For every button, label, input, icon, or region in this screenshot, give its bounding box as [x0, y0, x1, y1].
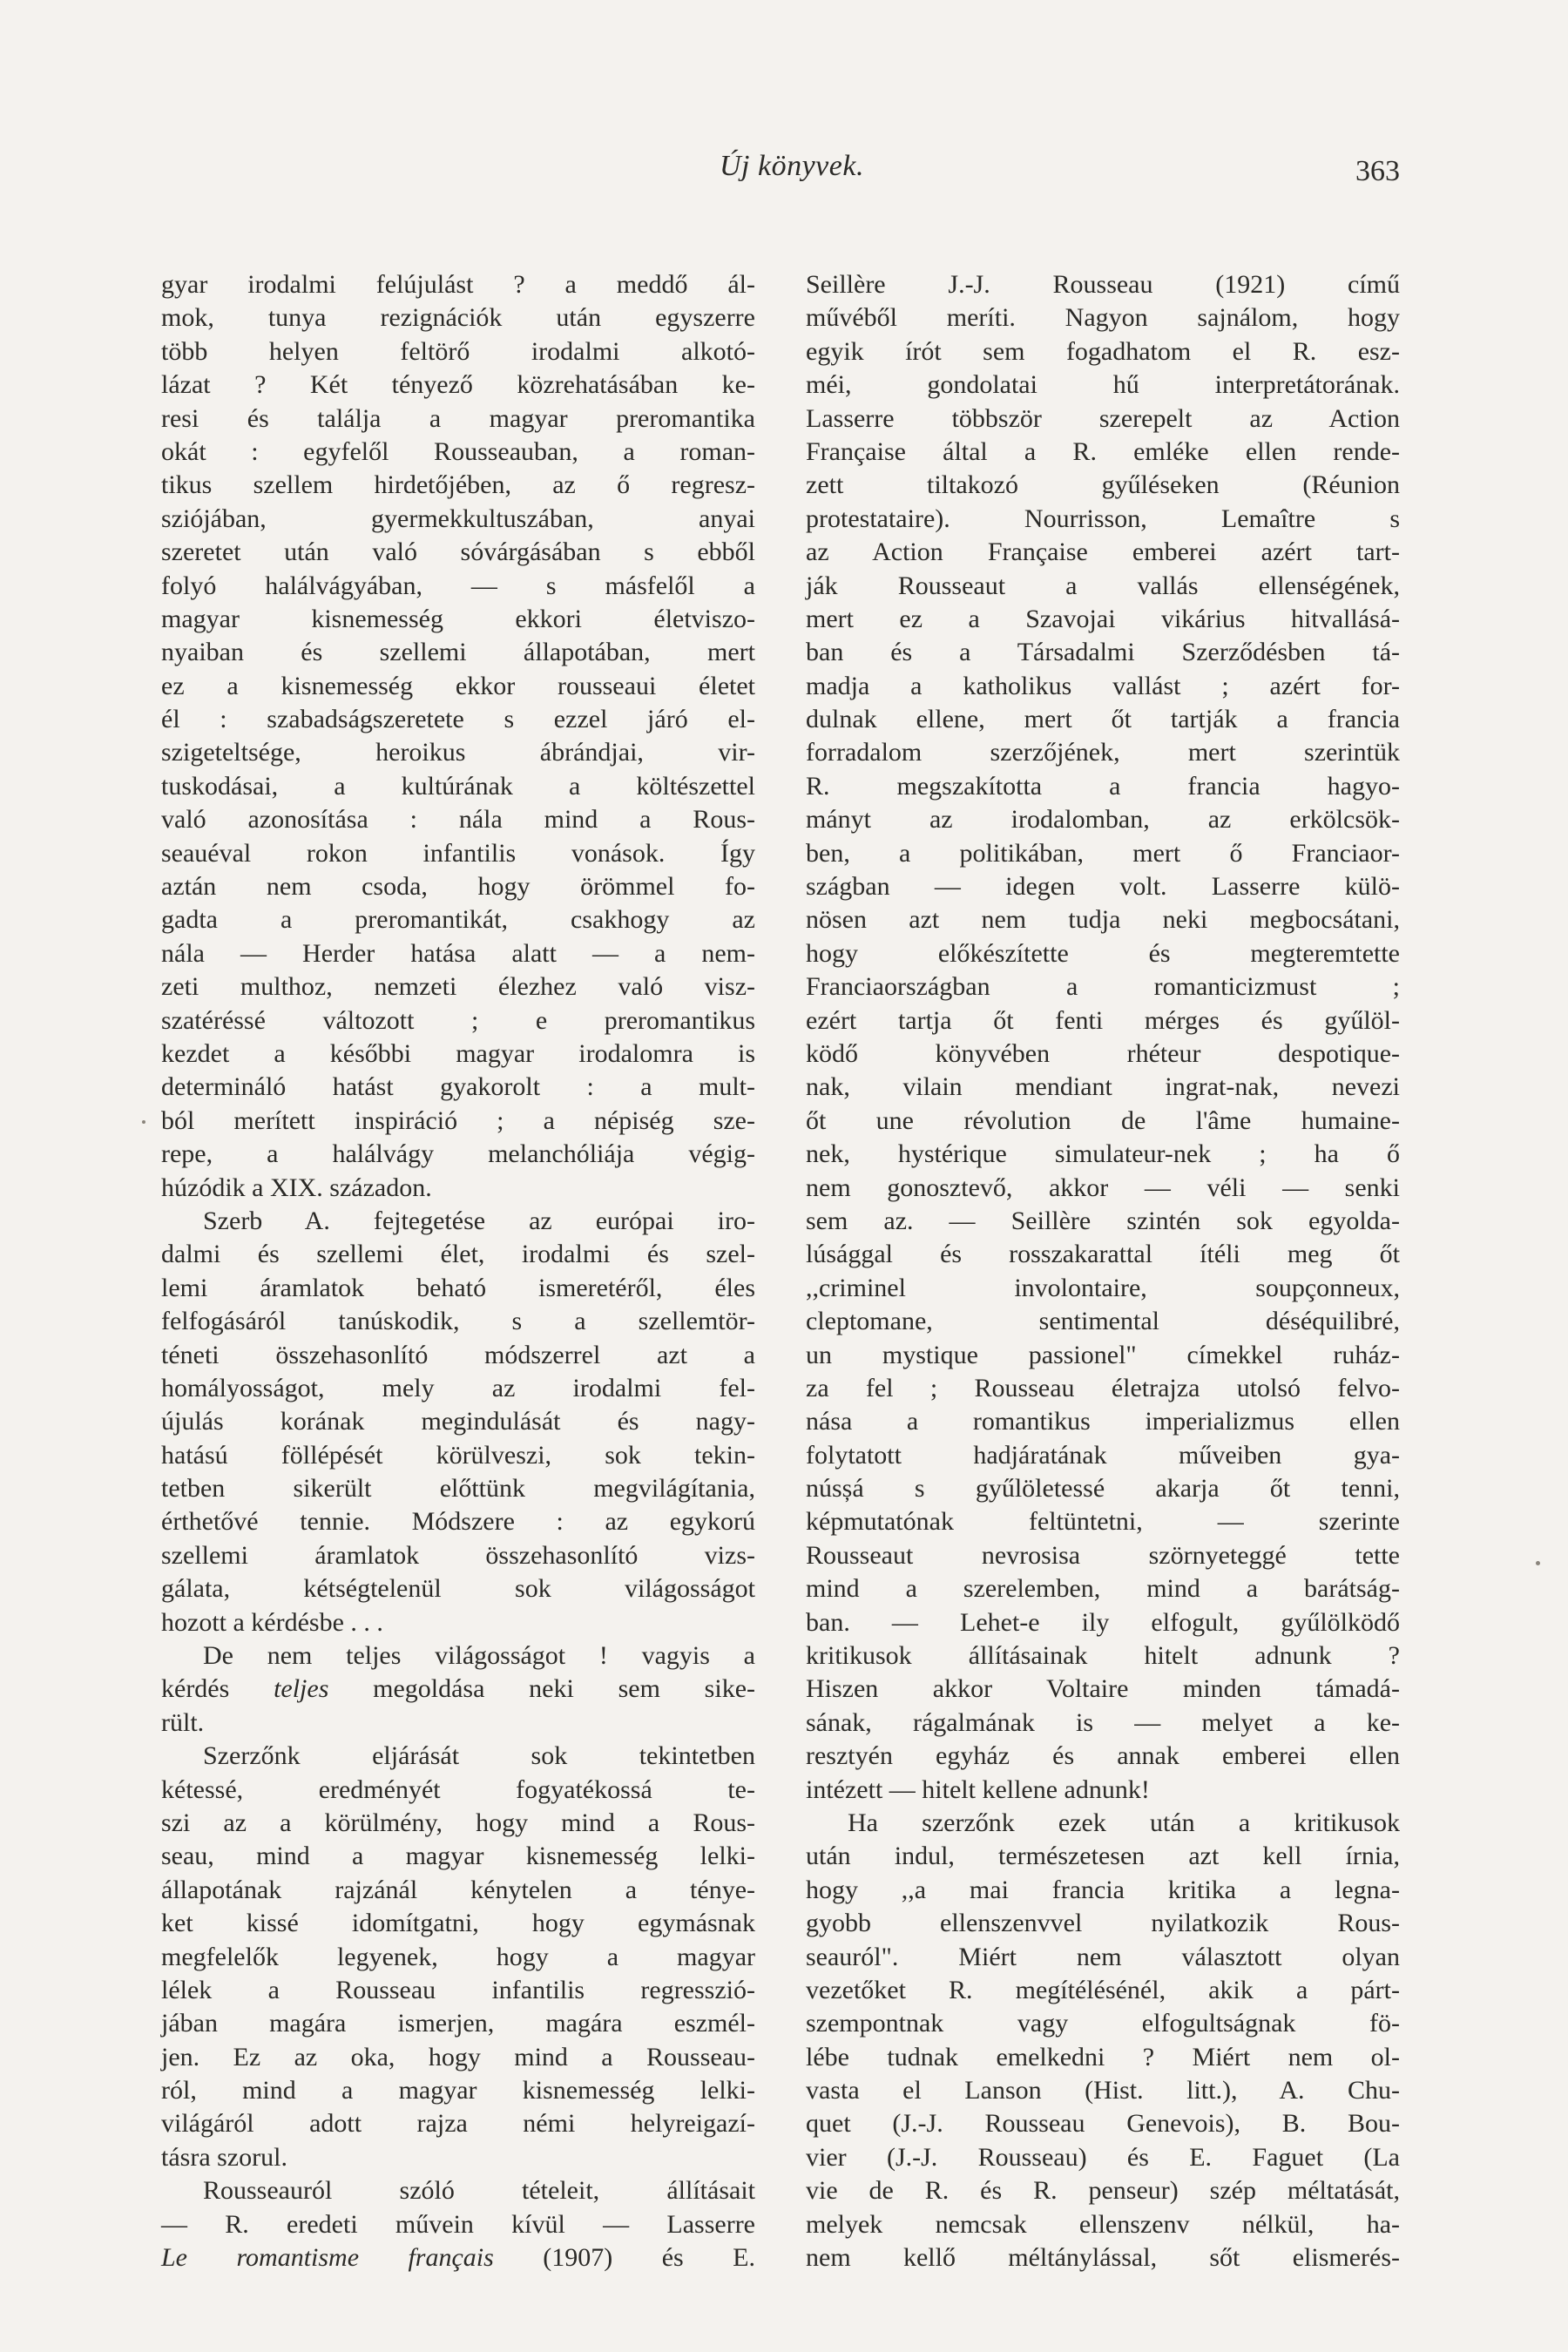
text-line: őt une révolution de l'âme humaine- [806, 1105, 1400, 1135]
paragraph-start: De nem teljes világosságot ! vagyis a [203, 1641, 755, 1671]
paragraph-start: Rousseauról szóló tételeit, állításait [203, 2176, 755, 2206]
text-line: lébe tudnak emelkedni ? Miért nem ol- [806, 2042, 1400, 2072]
text-fragment: kérdés [161, 1674, 274, 1704]
text-line: lázat ? Két tényező közrehatásában ke- [161, 370, 755, 400]
text-line: jában magára ismerjen, magára eszmél- [161, 2009, 755, 2038]
text-line: resi és találja a magyar preromantika [161, 403, 755, 433]
text-line: lélek a Rousseau infantilis regresszió- [161, 1975, 755, 2004]
text-line: szágban — idegen volt. Lasserre külö- [806, 872, 1400, 902]
text-line: melyek nemcsak ellenszenv nélkül, ha- [806, 2209, 1400, 2239]
text-line: képmutatónak feltüntetni, — szerinte [806, 1507, 1400, 1537]
text-line: Rousseaut nevrosisa szörnyeteggé tette [806, 1540, 1400, 1570]
text-line: nem gonosztevő, akkor — véli — senki [806, 1173, 1400, 1202]
text-line: ,,criminel involontaire, soupçonneux, [806, 1273, 1400, 1302]
text-line: újulás korának megindulását és nagy- [161, 1407, 755, 1436]
text-line: vezetőket R. megítélésénél, akik a párt- [806, 1975, 1400, 2004]
text-line: hozott a kérdésbe . . . [161, 1607, 383, 1637]
text-line-italic-title [161, 2241, 755, 2274]
text-line: R. megszakította a francia hagyo- [806, 771, 1400, 801]
text-line: érthetővé tennie. Módszere : az egykorú [161, 1507, 755, 1537]
text-line: nem kellő méltánylással, sőt elismerés- [806, 2243, 1400, 2273]
text-line: hatású föllépését körülveszi, sok tekin- [161, 1440, 755, 1470]
text-line: gyar irodalmi felújulást ? a meddő ál- [161, 270, 755, 299]
text-line: sának, rágalmának is — melyet a ke- [806, 1707, 1400, 1737]
text-line: repe, a halálvágy melanchóliája végig- [161, 1139, 755, 1169]
right-column [806, 268, 1400, 2274]
text-line: szempontnak vagy elfogultságnak fö- [806, 2009, 1400, 2038]
text-line: szi az a körülmény, hogy mind a Rous- [161, 1808, 755, 1837]
running-header [0, 150, 1568, 193]
paragraph-start: Szerzőnk eljárását sok tekintetben [203, 1741, 755, 1771]
text-line: un mystique passionel" címekkel ruház- [806, 1340, 1400, 1369]
text-line: egyik írót sem fogadhatom el R. esz- [806, 336, 1400, 366]
text-line: nála — Herder hatása alatt — a nem- [161, 938, 755, 968]
text-line: Française által a R. emléke ellen rende- [806, 436, 1400, 466]
print-speck [1536, 1561, 1540, 1565]
text-line: ez a kisnemesség ekkor rousseaui életet [161, 671, 755, 700]
text-line: cleptomane, sentimental déséquilibré, [806, 1307, 1400, 1336]
text-line: nása a romantikus imperializmus ellen [806, 1407, 1400, 1436]
text-line: seauéval rokon infantilis vonások. Így [161, 838, 755, 868]
text-line: Franciaországban a romanticizmust ; [806, 972, 1400, 1002]
text-line: hogy ,,a mai francia kritika a legna- [806, 1875, 1400, 1904]
text-line: szeretet után való sóvárgásában s ebből [161, 537, 755, 567]
text-line: dulnak ellene, mert őt tartják a francia [806, 705, 1400, 734]
text-line: után indul, természetesen azt kell írnia, [806, 1842, 1400, 1871]
text-line: kétessé, eredményét fogyatékossá te- [161, 1774, 755, 1804]
text-line: lemi áramlatok beható ismeretéről, éles [161, 1273, 755, 1302]
text-line: Seillère J.-J. Rousseau (1921) című [806, 270, 1400, 299]
text-line: művéből meríti. Nagyon sajnálom, hogy [806, 303, 1400, 333]
text-fragment: megoldása neki sem sike- [328, 1674, 755, 1704]
paragraph-start: Ha szerzőnk ezek után a kritikusok [848, 1808, 1400, 1837]
text-line: ban és a Társadalmi Szerződésben tá- [806, 638, 1400, 667]
text-line: folyó halálvágyában, — s másfelől a [161, 571, 755, 600]
text-line: aztán nem csoda, hogy örömmel fo- [161, 872, 755, 902]
text-line: mok, tunya rezignációk után egyszerre [161, 303, 755, 333]
text-line: kezdet a későbbi magyar irodalomra is [161, 1038, 755, 1068]
text-line: vier (J.-J. Rousseau) és E. Faguet (La [806, 2142, 1400, 2172]
paragraph-start: Szerb A. fejtegetése az európai iro- [203, 1206, 755, 1235]
text-line: kritikusok állításainak hitelt adnunk ? [806, 1641, 1400, 1671]
text-line: Hiszen akkor Voltaire minden támadá- [806, 1674, 1400, 1704]
text-line: szellemi áramlatok összehasonlító vizs- [161, 1540, 755, 1570]
text-line: téneti összehasonlító módszerrel azt a [161, 1340, 755, 1369]
text-line: seau, mind a magyar kisnemesség lelki- [161, 1842, 755, 1871]
text-line: folytatott hadjáratának műveiben gya- [806, 1440, 1400, 1470]
text-line: méi, gondolatai hű interpretátorának. [806, 370, 1400, 400]
text-line: forradalom szerzőjének, mert szerintük [806, 738, 1400, 767]
text-line: ról, mind a magyar kisnemesség lelki- [161, 2076, 755, 2105]
text-line: világáról adott rajza némi helyreigazí- [161, 2109, 755, 2139]
text-line: ködő könyvében rhéteur despotique- [806, 1038, 1400, 1068]
text-line: sem az. — Seillère szintén sok egyolda- [806, 1206, 1400, 1235]
text-line: protestataire). Nourrisson, Lemaître s [806, 504, 1400, 533]
italic-word: teljes [274, 1674, 329, 1704]
text-line: ják Rousseaut a vallás ellenségének, [806, 571, 1400, 600]
text-line: dalmi és szellemi élet, irodalmi és szel- [161, 1240, 755, 1269]
text-line: — R. eredeti művein kívül — Lasserre [161, 2209, 755, 2239]
text-line: gyobb ellenszenvvel nyilatkozik Rous- [806, 1909, 1400, 1938]
text-line: tásra szorul. [161, 2142, 287, 2172]
text-line: zeti multhoz, nemzeti élezhez való visz- [161, 972, 755, 1002]
text-line: nek, hystérique simulateur-nek ; ha ő [806, 1139, 1400, 1169]
text-line: magyar kisnemesség ekkori életviszo- [161, 604, 755, 633]
text-line: mányt az irodalomban, az erkölcsök- [806, 805, 1400, 835]
text-line: seauról". Miért nem választott olyan [806, 1942, 1400, 1971]
text-line: okát : egyfelől Rousseauban, a roman- [161, 436, 755, 466]
text-line: ket kissé idomítgatni, hogy egymásnak [161, 1909, 755, 1938]
text-line: tuskodásai, a kultúrának a költészettel [161, 771, 755, 801]
print-speck [142, 1120, 145, 1124]
page-number: 363 [1355, 155, 1400, 187]
text-line: sziójában, gyermekkultuszában, anyai [161, 504, 755, 533]
text-line: hogy előkészítette és megteremtette [806, 938, 1400, 968]
text-line-italic-teljes [161, 1673, 755, 1706]
text-line: vie de R. és R. penseur) szép méltatását, [806, 2176, 1400, 2206]
text-line: tikus szellem hirdetőjében, az ő regresz- [161, 470, 755, 500]
italic-title: Le romantisme français [161, 2243, 494, 2273]
text-line: vasta el Lanson (Hist. litt.), A. Chu- [806, 2076, 1400, 2105]
text-line: gadta a preromantikát, csakhogy az [161, 905, 755, 935]
text-line: él : szabadságszeretete s ezzel járó el- [161, 705, 755, 734]
text-line: ezért tartja őt fenti mérges és gyűlöl- [806, 1005, 1400, 1035]
left-column [161, 268, 755, 2274]
text-line: intézett — hitelt kellene adnunk! [806, 1774, 1150, 1804]
text-line: ban. — Lehet-e ily elfogult, gyűlölködő [806, 1607, 1400, 1637]
text-fragment: (1907) és E. [493, 2243, 755, 2273]
text-line: ból merített inspiráció ; a népiség sze- [161, 1105, 755, 1135]
text-line: nyaiban és szellemi állapotában, mert [161, 638, 755, 667]
text-line: nösen azt nem tudja neki megbocsátani, [806, 905, 1400, 935]
text-line: mind a szerelemben, mind a barátság- [806, 1574, 1400, 1604]
text-line: több helyen feltörő irodalmi alkotó- [161, 336, 755, 366]
text-line: lúsággal és rosszakarattal ítéli meg őt [806, 1240, 1400, 1269]
text-line: szatéréssé változott ; e preromantikus [161, 1005, 755, 1035]
text-line: núsșá s gyűlöletessé akarja őt tenni, [806, 1474, 1400, 1504]
text-line: megfelelők legyenek, hogy a magyar [161, 1942, 755, 1971]
text-line: madja a katholikus vallást ; azért for- [806, 671, 1400, 700]
text-line: az Action Française emberei azért tart- [806, 537, 1400, 567]
text-line: felfogásáról tanúskodik, s a szellemtör- [161, 1307, 755, 1336]
text-line: nak, vilain mendiant ingrat-nak, nevezi [806, 1072, 1400, 1102]
text-line: determináló hatást gyakorolt : a mult- [161, 1072, 755, 1102]
text-line: quet (J.-J. Rousseau Genevois), B. Bou- [806, 2109, 1400, 2139]
text-line: szigeteltsége, heroikus ábrándjai, vir- [161, 738, 755, 767]
text-line: mert ez a Szavojai vikárius hitvallásá- [806, 604, 1400, 633]
running-title: Új könyvek. [720, 150, 864, 182]
text-line: zett tiltakozó gyűléseken (Réunion [806, 470, 1400, 500]
text-line: homályosságot, mely az irodalmi fel- [161, 1373, 755, 1402]
text-line: gálata, kétségtelenül sok világosságot [161, 1574, 755, 1604]
text-line: za fel ; Rousseau életrajza utolsó felvo- [806, 1373, 1400, 1402]
text-line: jen. Ez az oka, hogy mind a Rousseau- [161, 2042, 755, 2072]
text-line: resztyén egyház és annak emberei ellen [806, 1741, 1400, 1771]
text-line: ben, a politikában, mert ő Franciaor- [806, 838, 1400, 868]
text-line: rült. [161, 1707, 205, 1737]
text-line: állapotának rajzánál kénytelen a ténye- [161, 1875, 755, 1904]
text-line: Lasserre többször szerepelt az Action [806, 403, 1400, 433]
text-line: tetben sikerült előttünk megvilágítania, [161, 1474, 755, 1504]
text-line: húzódik a XIX. századon. [161, 1173, 432, 1202]
text-line: való azonosítása : nála mind a Rous- [161, 805, 755, 835]
